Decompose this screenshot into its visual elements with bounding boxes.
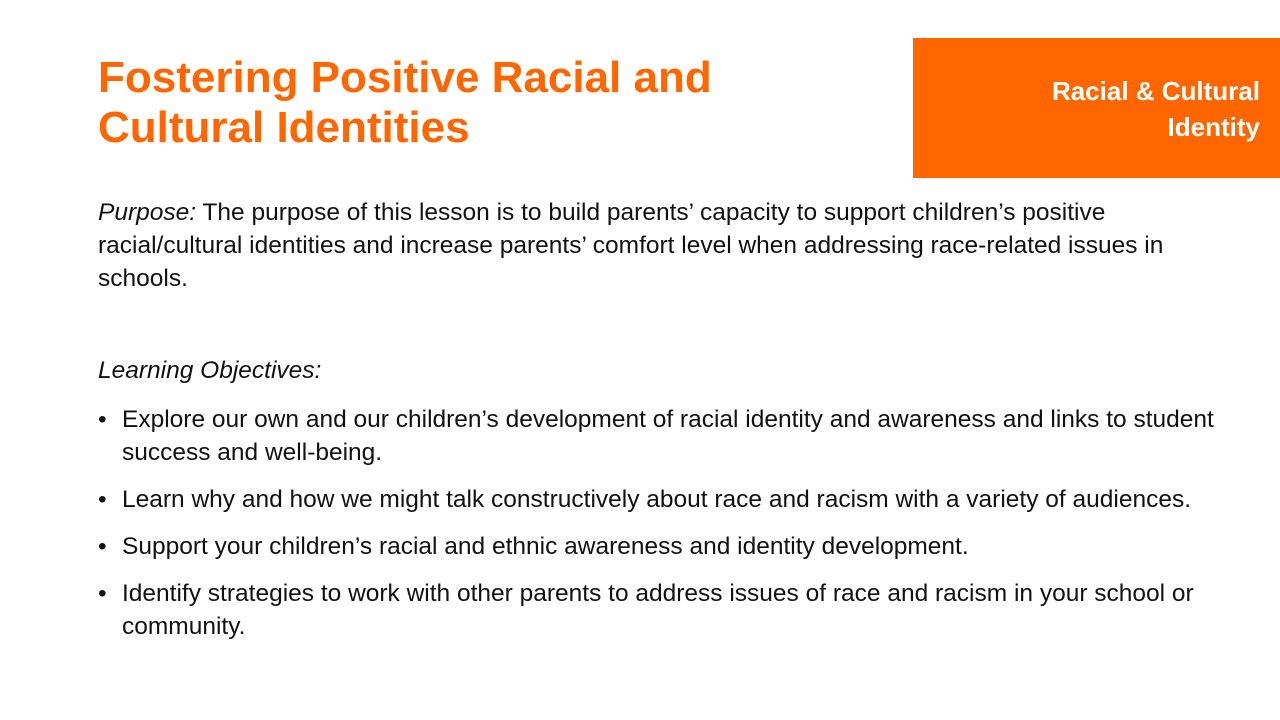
section-tag-line-1: Racial & Cultural xyxy=(1051,76,1260,106)
purpose-label: Purpose: xyxy=(98,199,197,226)
objective-text: Learn why and how we might talk constructively about race and racism with a variety of audiences. xyxy=(122,486,1192,513)
slide-title-line-1: Fostering Positive Racial and xyxy=(98,53,712,102)
slide-title-line-2: Cultural Identities xyxy=(98,103,470,152)
purpose-text: The purpose of this lesson is to build parents’ capacity to support children’s positive racial/cultural identities and increase parents’ comfort level when addressing race-related issues in schools. xyxy=(98,199,1164,292)
objective-text: Identify strategies to work with other parents to address issues of race and racism in your school or community. xyxy=(122,580,1194,640)
section-tag-line-2: Identity xyxy=(1167,112,1260,142)
purpose-paragraph xyxy=(98,196,1198,295)
objective-item xyxy=(98,577,1258,643)
bullet-icon: • xyxy=(98,533,107,560)
objective-item xyxy=(98,483,1258,516)
bullet-icon: • xyxy=(98,580,107,607)
slide-title xyxy=(98,53,858,153)
objective-item xyxy=(98,403,1258,469)
objective-item xyxy=(98,530,1258,563)
objectives-heading: Learning Objectives: xyxy=(98,357,322,384)
bullet-icon: • xyxy=(98,486,107,513)
objectives-list xyxy=(98,403,1258,657)
section-tag xyxy=(913,38,1280,178)
objective-text: Explore our own and our children’s development of racial identity and awareness and links to student success and well-being. xyxy=(122,406,1214,466)
objective-text: Support your children’s racial and ethnic awareness and identity development. xyxy=(122,533,969,560)
bullet-icon: • xyxy=(98,406,107,433)
